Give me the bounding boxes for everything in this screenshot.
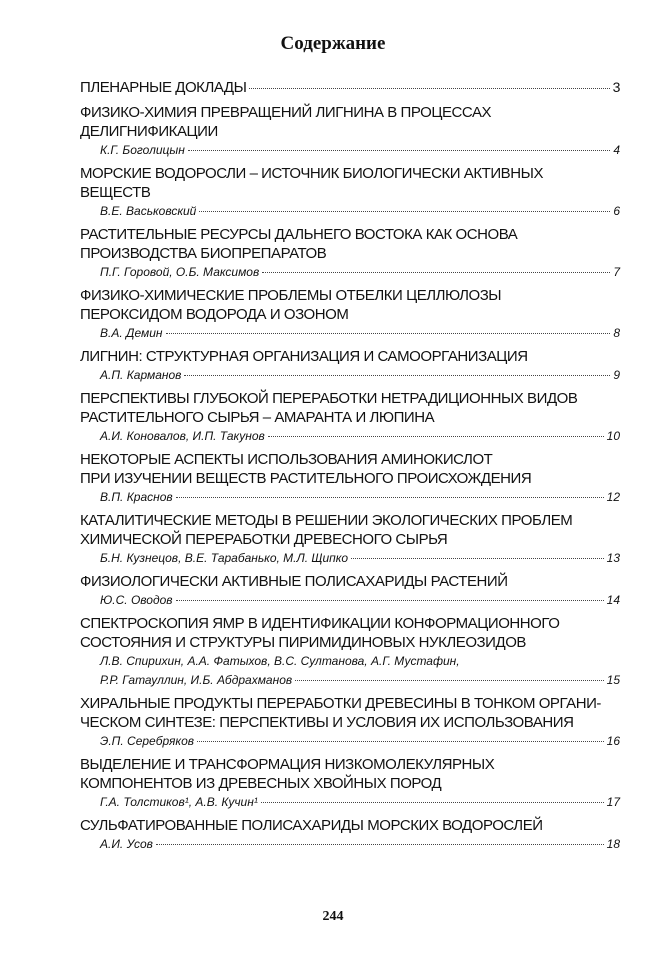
toc-entry-title-line: СОСТОЯНИЯ И СТРУКТУРЫ ПИРИМИДИНОВЫХ НУКЛЕОЗИДОВ	[80, 634, 526, 651]
toc-entry-author-row	[80, 324, 620, 343]
toc-entry-authors: В.А. Демин	[100, 326, 163, 340]
toc-entry-plenary	[80, 78, 620, 97]
toc-entry-author-row	[80, 202, 620, 221]
toc-entry-authors: Б.Н. Кузнецов, В.Е. Тарабанько, М.Л. Щипко	[100, 551, 349, 565]
toc-entry	[80, 103, 620, 160]
page-number: 244	[322, 909, 344, 924]
dot-leader	[197, 741, 604, 742]
toc-entry-title-line: РАСТИТЕЛЬНОГО СЫРЬЯ – АМАРАНТА И ЛЮПИНА	[80, 409, 435, 426]
toc-entry-authors: А.П. Карманов	[100, 368, 182, 382]
toc-entry-author-row	[80, 263, 620, 282]
toc-entry-author-row	[80, 835, 620, 854]
dot-leader	[176, 497, 604, 498]
toc-entry	[80, 511, 620, 568]
toc-entry-author-row	[80, 732, 620, 751]
toc-entry-authors: Л.В. Спирихин, А.А. Фатыхов, В.С. Султанова, А.Г. Мустафин,	[100, 654, 460, 668]
toc-entry-author-row	[80, 427, 620, 446]
toc-entry-author-row	[80, 549, 620, 568]
dot-leader	[156, 844, 604, 845]
toc-entry-title-line: НЕКОТОРЫЕ АСПЕКТЫ ИСПОЛЬЗОВАНИЯ АМИНОКИСЛОТ	[80, 451, 493, 468]
dot-leader	[199, 211, 610, 212]
toc-page-number: 14	[606, 593, 620, 607]
toc-entry-title-line: ХИРАЛЬНЫЕ ПРОДУКТЫ ПЕРЕРАБОТКИ ДРЕВЕСИНЫ В ТОНКОМ ОРГАНИ-	[80, 695, 601, 712]
dot-leader	[188, 150, 610, 151]
toc-entry-author-row	[80, 591, 620, 610]
dot-leader	[351, 558, 604, 559]
toc-entry-title-line: МОРСКИЕ ВОДОРОСЛИ – ИСТОЧНИК БИОЛОГИЧЕСКИ АКТИВНЫХ	[80, 165, 544, 182]
toc-page-number: 13	[606, 551, 620, 565]
toc-entry-authors: А.И. Усов	[100, 837, 153, 851]
toc-entry-title-line: ПЕРОКСИДОМ ВОДОРОДА И ОЗОНОМ	[80, 306, 349, 323]
toc-entry	[80, 347, 620, 385]
toc-entry	[80, 572, 620, 610]
toc-entry-authors: Э.П. Серебряков	[100, 734, 195, 748]
toc-entry	[80, 450, 620, 507]
toc-entry-author-row	[80, 488, 620, 507]
toc-entry-authors: А.И. Коновалов, И.П. Такунов	[100, 429, 265, 443]
toc-entry-title-line: ВЕЩЕСТВ	[80, 184, 151, 201]
toc-page-number: 8	[613, 326, 620, 340]
toc-entry	[80, 164, 620, 221]
toc-entry-authors: К.Г. Боголицын	[100, 143, 185, 157]
toc-entry-title-line: ЧЕСКОМ СИНТЕЗЕ: ПЕРСПЕКТИВЫ И УСЛОВИЯ ИХ ИСПОЛЬЗОВАНИЯ	[80, 714, 574, 731]
toc-page-number: 3	[612, 79, 620, 95]
dot-leader	[166, 333, 611, 334]
dot-leader	[295, 680, 604, 681]
dot-leader	[176, 600, 604, 601]
toc-entry-author-row	[80, 671, 620, 690]
toc-entry-title-line: ФИЗИКО-ХИМИЯ ПРЕВРАЩЕНИЙ ЛИГНИНА В ПРОЦЕССАХ	[80, 104, 492, 121]
toc-page-number: 16	[606, 734, 620, 748]
toc-page-number: 9	[613, 368, 620, 382]
toc-entry	[80, 389, 620, 446]
toc-entry-author-row	[80, 366, 620, 385]
toc-entry-authors: В.Е. Васьковский	[100, 204, 197, 218]
toc-entry-author-row	[80, 141, 620, 160]
toc-page-number: 4	[613, 143, 620, 157]
toc-entry-title-line: ХИМИЧЕСКОЙ ПЕРЕРАБОТКИ ДРЕВЕСНОГО СЫРЬЯ	[80, 531, 448, 548]
page-title: Содержание	[280, 33, 386, 54]
dot-leader	[268, 436, 604, 437]
toc-entry	[80, 755, 620, 812]
toc-entry-authors: Ю.С. Оводов	[100, 593, 173, 607]
toc-entry-title: ПЛЕНАРНЫЕ ДОКЛАДЫ	[80, 79, 247, 96]
toc-page-number: 12	[606, 490, 620, 504]
toc-entry	[80, 816, 620, 854]
dot-leader	[262, 272, 610, 273]
toc-page-number: 15	[606, 673, 620, 687]
toc-page-number: 17	[606, 795, 620, 809]
toc-entry-authors: Р.Р. Гатауллин, И.Б. Абдрахманов	[100, 673, 293, 687]
toc-page-number: 10	[606, 429, 620, 443]
toc-page-number: 6	[613, 204, 620, 218]
toc-page-number: 18	[606, 837, 620, 851]
toc-entry-title-line: КОМПОНЕНТОВ ИЗ ДРЕВЕСНЫХ ХВОЙНЫХ ПОРОД	[80, 775, 442, 792]
toc-entry-title-line: ПЕРСПЕКТИВЫ ГЛУБОКОЙ ПЕРЕРАБОТКИ НЕТРАДИЦИОННЫХ ВИДОВ	[80, 390, 578, 407]
dot-leader	[261, 802, 604, 803]
toc-entry-title-line: КАТАЛИТИЧЕСКИЕ МЕТОДЫ В РЕШЕНИИ ЭКОЛОГИЧЕСКИХ ПРОБЛЕМ	[80, 512, 573, 529]
toc-entry-authors: П.Г. Горовой, О.Б. Максимов	[100, 265, 260, 279]
toc-page-number: 7	[613, 265, 620, 279]
toc-entry-authors: Г.А. Толстиков¹, А.В. Кучин¹	[100, 795, 258, 809]
toc-entry-title-line: ФИЗИОЛОГИЧЕСКИ АКТИВНЫЕ ПОЛИСАХАРИДЫ РАСТЕНИЙ	[80, 573, 508, 590]
toc-entry-title-line: ДЕЛИГНИФИКАЦИИ	[80, 123, 218, 140]
toc-entry-title-line: ЛИГНИН: СТРУКТУРНАЯ ОРГАНИЗАЦИЯ И САМООРГАНИЗАЦИЯ	[80, 348, 528, 365]
toc-entry	[80, 694, 620, 751]
toc-entry-title-line: ПРОИЗВОДСТВА БИОПРЕПАРАТОВ	[80, 245, 327, 262]
table-of-contents	[80, 78, 620, 858]
toc-entry-title-line: ВЫДЕЛЕНИЕ И ТРАНСФОРМАЦИЯ НИЗКОМОЛЕКУЛЯРНЫХ	[80, 756, 495, 773]
toc-entry	[80, 614, 620, 690]
toc-entry-title-line: РАСТИТЕЛЬНЫЕ РЕСУРСЫ ДАЛЬНЕГО ВОСТОКА КАК ОСНОВА	[80, 226, 518, 243]
toc-entry-title-line: СУЛЬФАТИРОВАННЫЕ ПОЛИСАХАРИДЫ МОРСКИХ ВОДОРОСЛЕЙ	[80, 817, 543, 834]
toc-entry-authors: В.П. Краснов	[100, 490, 173, 504]
toc-entry-title-line: СПЕКТРОСКОПИЯ ЯМР В ИДЕНТИФИКАЦИИ КОНФОРМАЦИОННОГО	[80, 615, 560, 632]
toc-entry-title-line: ФИЗИКО-ХИМИЧЕСКИЕ ПРОБЛЕМЫ ОТБЕЛКИ ЦЕЛЛЮЛОЗЫ	[80, 287, 502, 304]
toc-entry-author-row	[80, 793, 620, 812]
toc-entry	[80, 286, 620, 343]
toc-entry	[80, 225, 620, 282]
dot-leader	[249, 88, 609, 89]
toc-entry-title-line: ПРИ ИЗУЧЕНИИ ВЕЩЕСТВ РАСТИТЕЛЬНОГО ПРОИСХОЖДЕНИЯ	[80, 470, 532, 487]
dot-leader	[184, 375, 610, 376]
